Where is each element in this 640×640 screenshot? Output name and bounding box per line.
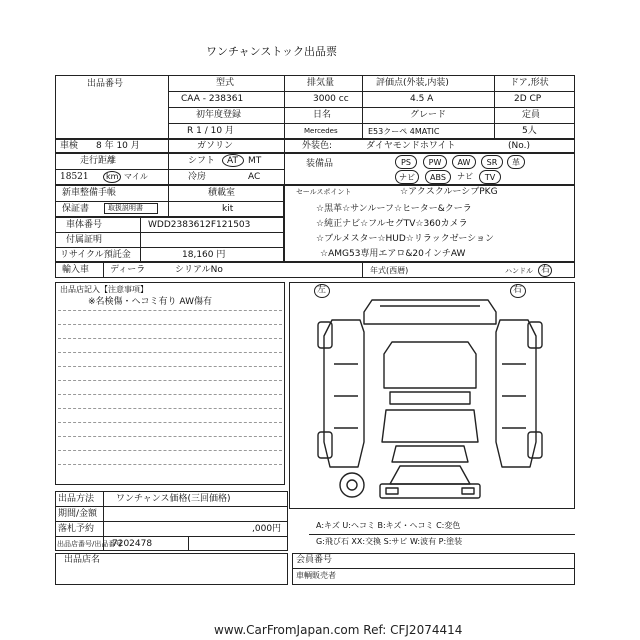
remarks-label: 出品店記入【注意事項】 <box>60 285 148 294</box>
mileage-label: 走行距離 <box>80 156 117 166</box>
shop-label: 出品店名 <box>64 555 101 565</box>
lot-label: 出品番号 <box>87 79 124 89</box>
maker-label: 日名 <box>313 110 332 120</box>
fuel-value: ガソリン <box>197 141 234 151</box>
equip-tv: TV <box>479 170 501 184</box>
prior-label: 付属証明 <box>66 235 103 245</box>
equip-navi: ナビ <box>395 170 419 184</box>
exterior-value: ダイヤモンドホワイト <box>366 141 456 151</box>
displacement-value: 3000 cc <box>313 94 349 104</box>
member-name-label: 車輌販売者 <box>296 571 336 580</box>
watermark: www.CarFromJapan.com Ref: CFJ2074414 <box>214 623 463 637</box>
equip-navi2: ナビ <box>457 172 473 181</box>
score-value: 4.5 A <box>410 94 434 104</box>
grade-value: E53クーペ 4MATIC <box>368 127 440 136</box>
remarks-box <box>55 282 285 485</box>
exterior-label: 外装色: <box>302 141 333 151</box>
method-value: ワンチャンス価格(三回価格) <box>116 494 231 504</box>
shift-at: AT <box>227 156 238 166</box>
new-car-label: 新車整備手帳 <box>62 188 117 198</box>
ac-label: 冷房 <box>188 172 207 182</box>
equip-sr: SR <box>481 155 503 169</box>
bid-value: ,000円 <box>252 524 282 534</box>
period-label: 期間/金額 <box>58 509 98 519</box>
handle-label: ハンドル <box>505 267 533 275</box>
grade-label: グレード <box>410 110 447 120</box>
shift-mt: MT <box>248 156 262 166</box>
manual-label: 取扱説明書 <box>108 204 143 212</box>
sales-point-4: ☆ブルメスター☆HUD☆リラックゼーション <box>316 234 494 244</box>
sales-point-1: ☆アクスクルーシブPKG <box>400 187 498 197</box>
remarks-line-1: ※名検傷・ヘコミ有り AW傷有 <box>88 297 212 307</box>
sales-point-2: ☆黒革☆サンルーフ☆ヒーター&クーラ <box>316 204 472 214</box>
reserve-value: 7202478 <box>112 539 153 549</box>
exterior-no: (No.) <box>508 141 530 151</box>
equip-aw: AW <box>452 155 476 169</box>
bid-label: 落札予約 <box>58 524 95 534</box>
sheet-title: ワンチャンストック出品票 <box>206 45 338 58</box>
reserve-label: 出品店番号/出品番号 <box>57 540 123 548</box>
method-label: 出品方法 <box>58 494 95 504</box>
serial-label: シリアルNo <box>175 265 223 275</box>
equip-label: 装備品 <box>306 159 334 169</box>
equip-abs: ABS <box>425 170 451 184</box>
import-dealer: ディーラ <box>110 265 146 275</box>
car-damage-diagram <box>300 292 560 504</box>
inspection-value: 8 年 10 月 <box>96 141 140 151</box>
warranty-label: 保証書 <box>62 204 90 214</box>
model-label: 型式 <box>216 78 235 88</box>
recycle-value: 18,160 円 <box>182 250 226 260</box>
equip-ps: PS <box>395 155 417 169</box>
first-reg-value: R 1 / 10 月 <box>187 126 234 136</box>
diagram-left-label: 左 <box>317 285 327 295</box>
diagram-right-label: 右 <box>513 285 523 295</box>
door-label: ドア,形状 <box>510 78 549 88</box>
mile-unit: マイル <box>124 172 148 181</box>
mileage-value: 18521 <box>60 172 89 182</box>
equip-pw: PW <box>423 155 447 169</box>
displacement-label: 排気量 <box>307 78 335 88</box>
vin-value: WDD2383612F121503 <box>148 220 251 230</box>
handle-value: 右 <box>541 265 551 275</box>
capacity-label: 定員 <box>522 110 541 120</box>
member-label: 会員番号 <box>296 555 333 565</box>
km-unit: km <box>106 172 119 181</box>
inspection-label: 車検 <box>60 141 79 151</box>
shift-label: シフト <box>188 156 216 166</box>
model-value: CAA - 238361 <box>181 94 244 104</box>
door-value: 2D CP <box>514 94 542 104</box>
maker-value: Mercedes <box>304 127 338 135</box>
keys-value: kit <box>222 204 234 214</box>
first-reg-label: 初年度登録 <box>196 110 242 120</box>
capacity-value: 5人 <box>522 126 537 136</box>
sales-point-label: セールスポイント <box>296 188 352 196</box>
ac-value: AC <box>248 172 261 182</box>
vin-label: 車体番号 <box>66 220 103 230</box>
legend-line-1: A:キズ U:ヘコミ B:キズ・ヘコミ C:変色 <box>316 521 461 530</box>
import-label: 輸入車 <box>62 265 90 275</box>
member-box <box>292 553 575 585</box>
score-label: 評価点(外装,内装) <box>376 78 449 88</box>
spare-key-label: 積載室 <box>208 188 236 198</box>
year-label: 年式(西暦) <box>370 266 409 275</box>
sales-point-5: ☆AMG53専用エアロ&20インチAW <box>320 249 466 259</box>
equip-leather: 革 <box>507 155 525 169</box>
legend-line-2: G:飛び石 XX:交換 S:サビ W:波有 P:塗装 <box>316 537 463 546</box>
sales-point-3: ☆純正ナビ☆フルセグTV☆360カメラ <box>316 219 468 229</box>
recycle-label: リサイクル預託金 <box>60 250 131 260</box>
